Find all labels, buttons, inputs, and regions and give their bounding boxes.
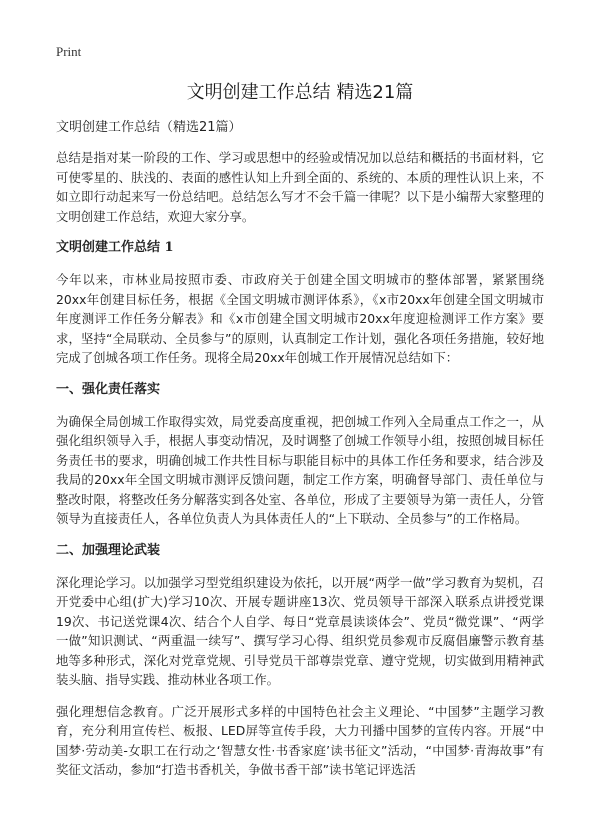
ideals-paragraph: 强化理想信念教育。广泛开展形式多样的中国特色社会主义理论、“中国梦”主题学习教育，充分利用宣传栏、板报、LED屏等宣传手段，大力刊播中国梦的宣传内容。开展“中国梦·劳动美-女职工在行动之‘智慧女性·书香家庭’读书征文”活动，“中国梦·青海故事”有奖征文活动，参加“打造书香机关，争做书香干部”读书笔记评选活 — [56, 703, 544, 777]
document-subtitle: 文明创建工作总结（精选21篇） — [56, 120, 242, 135]
document-body — [56, 118, 544, 792]
responsibility-paragraph: 为确保全局创城工作取得实效，局党委高度重视，把创城工作列入全局重点工作之一，从强化组织领导入手，根据人事变动情况，及时调整了创城工作领导小组，按照创城目标任务责任书的要求，明确创城工作共性目标与职能目标中的具体工作任务和要求，结合涉及我局的20xx年全国文明城市测评反馈问题，制定工作方案，明确督导部门、责任单位与整改时限，将整改任务分解落实到各处室、各单位，形成了主要领导为第一责任人，分管领导为直接责任人，各单位负责人为具体责任人的“上下联动、全员参与”的工作格局。 — [56, 413, 544, 526]
document-title: 文明创建工作总结 精选21篇 — [186, 82, 414, 103]
intro-paragraph: 总结是指对某一阶段的工作、学习或思想中的经验或情况加以总结和概括的书面材料，它可使零星的、肤浅的、表面的感性认知上升到全面的、系统的、本质的理性认识上来，不如立即行动起来写一份总结吧。总结怎么写才不会千篇一律呢？以下是小编帮大家整理的文明创建工作总结，欢迎大家分享。 — [56, 150, 544, 224]
print-link[interactable]: Print — [56, 44, 82, 59]
section1-paragraph: 今年以来，市林业局按照市委、市政府关于创建全国文明城市的整体部署，紧紧围绕20xx年创建目标任务，根据《全国文明城市测评体系》，《x市20xx年创建全国文明城市年度测评工作任务分解表》和《x市创建全国文明城市20xx年度迎检测评工作方案》要求，坚持“全局联动、全员参与”的原则，认真制定工作计划，强化各项任务措施，较好地完成了创城各项工作任务。现将全局20xx年创城工作开展情况总结如下： — [56, 272, 544, 365]
heading-theory: 二、加强理论武装 — [56, 542, 161, 558]
theory-paragraph: 深化理论学习。以加强学习型党组织建设为依托，以开展“两学一做”学习教育为契机，召开党委中心组(扩大)学习10次、开展专题讲座13次、党员领导干部深入联系点讲授党课19次、书记送党课4次、结合个人自学、每日“党章晨读谈体会”、党员“微党课”、“两学一做”知识测试、“两重温一续写”、撰写学习心得、组织党员参观市反腐倡廉警示教育基地等多种形式，深化对党章党规、引导党员干部尊崇党章、遵守党规，切实做到用精神武装头脑、指导实践、推动林业各项工作。 — [56, 574, 544, 687]
heading-responsibility: 一、强化责任落实 — [56, 381, 161, 397]
section-heading-1: 文明创建工作总结 1 — [56, 240, 174, 255]
